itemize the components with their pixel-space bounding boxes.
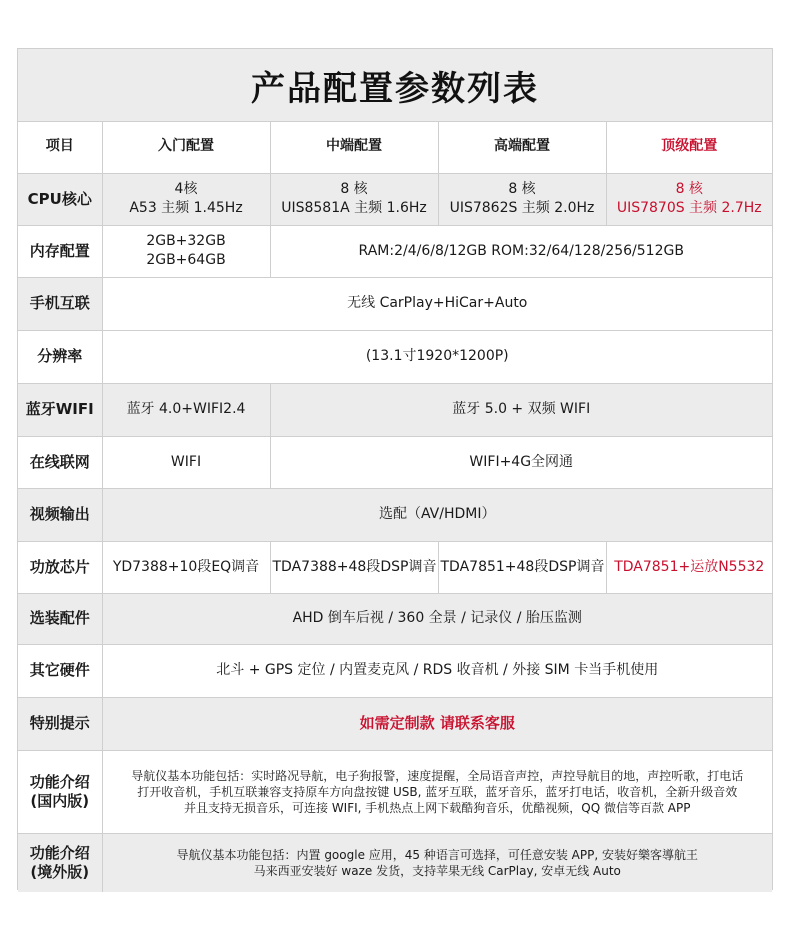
table-row-amp — [18, 541, 772, 593]
row-label — [18, 833, 102, 892]
cpu-mid — [270, 173, 438, 225]
header-item: 项目 — [18, 121, 102, 173]
cpu-top-cores: 8 核 — [675, 181, 703, 197]
video-out-value: 选配（AV/HDMI） — [102, 488, 772, 541]
table-row-phone-link — [18, 277, 772, 330]
amp-entry: YD7388+10段EQ调音 — [102, 541, 270, 593]
func-overseas-line1: 导航仪基本功能包括：内置 google 应用，45 种语言可选择，可任意安装 APP, 安装好樂客導航王 — [176, 847, 698, 862]
page-title: 产品配置参数列表 — [251, 68, 539, 109]
func-domestic-line2: 打开收音机，手机互联兼容支持原车方向盘按键 USB, 蓝牙互联，蓝牙音乐，蓝牙打电话，收音机，全新升级音效 — [137, 784, 738, 799]
row-label: 其它硬件 — [18, 644, 102, 697]
row-label: 选装配件 — [18, 593, 102, 644]
row-label: 功放芯片 — [18, 541, 102, 593]
header-mid: 中端配置 — [270, 121, 438, 173]
cpu-high-cores: 8 核 — [508, 181, 536, 197]
row-label-line1: 功能介绍 — [29, 843, 90, 862]
cpu-high — [438, 173, 606, 225]
amp-high: TDA7851+48段DSP调音 — [438, 541, 606, 593]
header-entry: 入门配置 — [102, 121, 270, 173]
table-row-resolution — [18, 330, 772, 383]
func-domestic-line1: 导航仪基本功能包括：实时路况导航，电子狗报警，速度提醒，全局语音声控，声控导航目的地，声控听歌，打电话 — [131, 768, 744, 783]
spec-table — [18, 121, 772, 892]
other-hw-value: 北斗 + GPS 定位 / 内置麦克风 / RDS 收音机 / 外接 SIM 卡当手机使用 — [102, 644, 772, 697]
online-entry: WIFI — [102, 436, 270, 488]
cpu-entry — [102, 173, 270, 225]
table-row-options — [18, 593, 772, 644]
cpu-top-freq: UIS7870S 主频 2.7Hz — [616, 200, 762, 216]
spec-table-frame — [17, 48, 773, 890]
cpu-high-freq: UIS7862S 主频 2.0Hz — [449, 200, 595, 216]
memory-entry-opt1: 2GB+32GB — [146, 233, 226, 249]
cpu-mid-freq: UIS8581A 主频 1.6Hz — [281, 200, 427, 216]
row-label: 在线联网 — [18, 436, 102, 488]
table-header-row — [18, 121, 772, 173]
cpu-entry-freq: A53 主频 1.45Hz — [129, 200, 243, 216]
amp-mid: TDA7388+48段DSP调音 — [270, 541, 438, 593]
table-row-func-overseas — [18, 833, 772, 892]
table-row-bluetooth — [18, 383, 772, 436]
row-label: 特别提示 — [18, 697, 102, 750]
row-label: 手机互联 — [18, 277, 102, 330]
func-overseas-text — [102, 833, 772, 892]
resolution-value: (13.1寸1920*1200P) — [102, 330, 772, 383]
memory-entry-opt2: 2GB+64GB — [146, 252, 226, 268]
memory-others: RAM:2/4/6/8/12GB ROM:32/64/128/256/512GB — [270, 225, 772, 277]
table-row-cpu — [18, 173, 772, 225]
cpu-entry-cores: 4核 — [174, 181, 198, 197]
notice-value: 如需定制款 请联系客服 — [102, 697, 772, 750]
table-row-memory — [18, 225, 772, 277]
memory-entry — [102, 225, 270, 277]
bluetooth-entry: 蓝牙 4.0+WIFI2.4 — [102, 383, 270, 436]
bluetooth-others: 蓝牙 5.0 + 双频 WIFI — [270, 383, 772, 436]
func-domestic-text — [102, 750, 772, 833]
table-row-online — [18, 436, 772, 488]
title-bar — [18, 49, 772, 122]
table-row-func-domestic — [18, 750, 772, 833]
options-value: AHD 倒车后视 / 360 全景 / 记录仪 / 胎压监测 — [102, 593, 772, 644]
cpu-mid-cores: 8 核 — [340, 181, 368, 197]
table-row-other-hw — [18, 644, 772, 697]
row-label-line2: (境外版) — [30, 862, 90, 881]
header-top: 顶级配置 — [606, 121, 772, 173]
row-label — [18, 750, 102, 833]
row-label: 内存配置 — [18, 225, 102, 277]
table-row-notice — [18, 697, 772, 750]
table-row-video-out — [18, 488, 772, 541]
row-label: 分辨率 — [18, 330, 102, 383]
func-domestic-line3: 并且支持无损音乐，可连接 WIFI, 手机热点上网下载酷狗音乐，优酷视频，QQ 微信等百款 APP — [184, 800, 691, 815]
amp-top: TDA7851+运放N5532 — [606, 541, 772, 593]
phone-link-value: 无线 CarPlay+HiCar+Auto — [102, 277, 772, 330]
row-label: 视频输出 — [18, 488, 102, 541]
row-label: 蓝牙WIFI — [18, 383, 102, 436]
cpu-top — [606, 173, 772, 225]
row-label: CPU核心 — [18, 173, 102, 225]
online-others: WIFI+4G全网通 — [270, 436, 772, 488]
row-label-line2: (国内版) — [30, 791, 90, 810]
func-overseas-line2: 马来西亚安装好 waze 发货，支持苹果无线 CarPlay, 安卓无线 Auto — [253, 863, 621, 878]
row-label-line1: 功能介绍 — [29, 772, 90, 791]
header-high: 高端配置 — [438, 121, 606, 173]
